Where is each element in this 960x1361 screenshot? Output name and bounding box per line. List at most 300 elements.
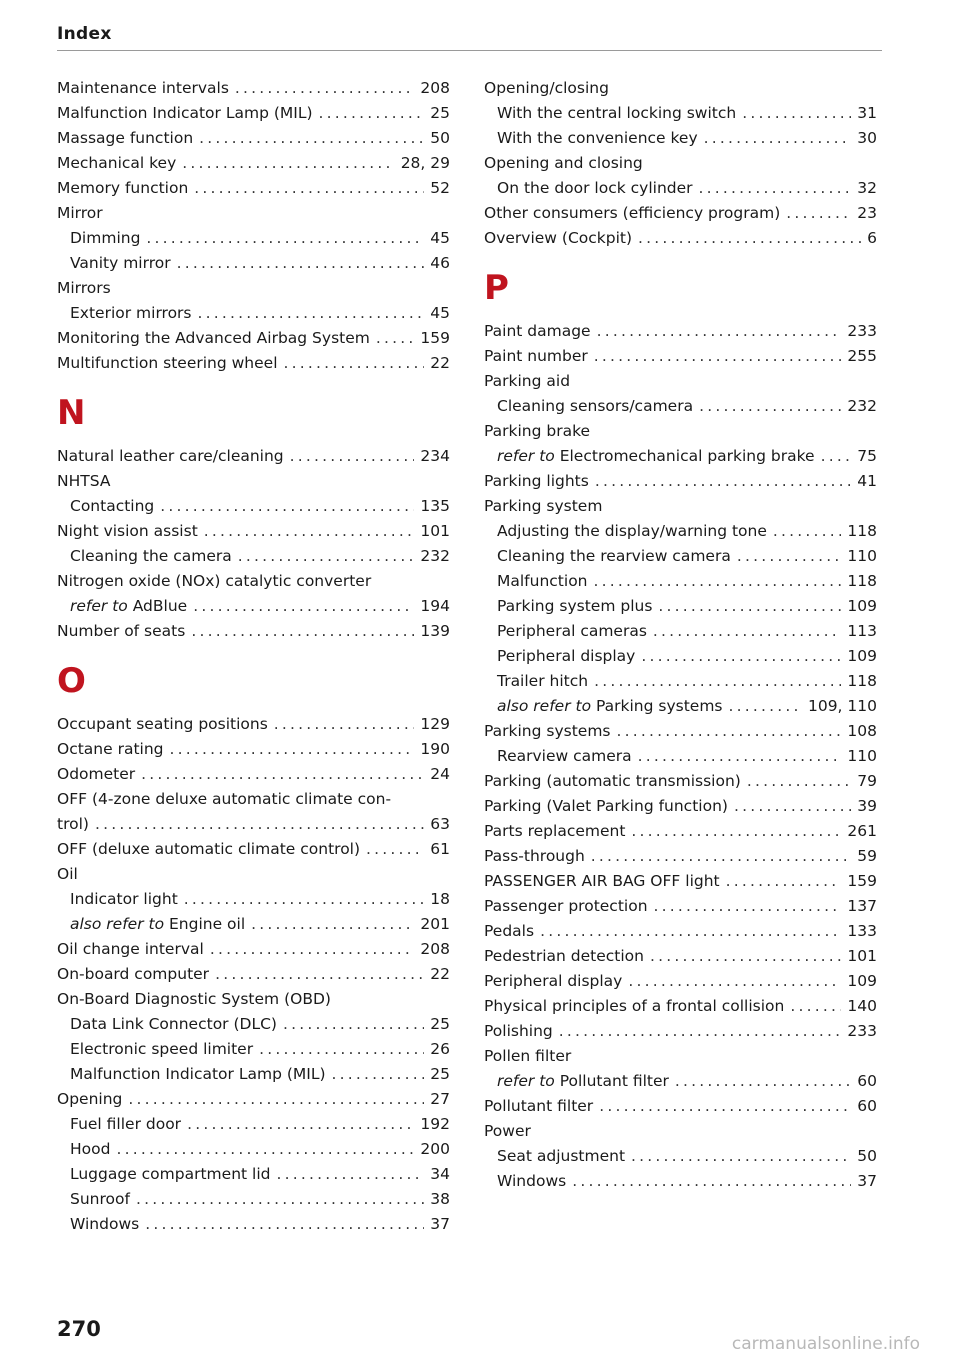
- entry-text: Opening and closing: [484, 154, 643, 172]
- entry-term: [57, 737, 164, 762]
- page-ref: 63: [430, 815, 450, 833]
- entry-text: Oil change interval: [57, 940, 204, 958]
- index-subentry: [484, 544, 877, 569]
- dot-leader: [128, 1087, 424, 1112]
- page-ref: 34: [430, 1165, 450, 1183]
- entry-text: Opening/closing: [484, 79, 609, 97]
- dot-leader: [319, 101, 425, 126]
- dot-leader: [734, 794, 851, 819]
- index-entry: [57, 962, 450, 987]
- page-ref: 60: [857, 1072, 877, 1090]
- index-entry: [484, 76, 877, 101]
- page-ref: 255: [847, 347, 877, 365]
- dot-leader: [650, 944, 841, 969]
- entry-text: Parking lights: [484, 472, 589, 490]
- entry-term: [70, 544, 232, 569]
- entry-term: [57, 519, 198, 544]
- index-entry: [57, 469, 450, 494]
- page-ref: 31: [857, 104, 877, 122]
- entry-term: [497, 519, 767, 544]
- page-ref: 50: [857, 1147, 877, 1165]
- entry-term: [497, 394, 693, 419]
- index-entry: [57, 326, 450, 351]
- entry-term: [70, 1112, 181, 1137]
- dot-leader: [790, 994, 841, 1019]
- page-ref: 190: [420, 740, 450, 758]
- dot-leader: [594, 344, 842, 369]
- dot-leader: [654, 894, 842, 919]
- entry-term: [497, 619, 647, 644]
- entry-term: [57, 126, 193, 151]
- page-ref: 133: [847, 922, 877, 940]
- index-entry: [484, 344, 877, 369]
- index-entry: [484, 994, 877, 1019]
- page-ref: 113: [847, 622, 877, 640]
- index-entry: [57, 737, 450, 762]
- index-subentry: [484, 1144, 877, 1169]
- dot-leader: [177, 251, 425, 276]
- entry-term: [57, 962, 209, 987]
- entry-term: [70, 912, 245, 937]
- index-entry: [57, 937, 450, 962]
- page-ref: 45: [430, 229, 450, 247]
- entry-term: [497, 1144, 625, 1169]
- page-ref: 60: [857, 1097, 877, 1115]
- index-subentry: [484, 176, 877, 201]
- entry-term: [484, 494, 602, 519]
- entry-text: Occupant seating positions: [57, 715, 268, 733]
- entry-term: [70, 1012, 277, 1037]
- dot-leader: [235, 76, 414, 101]
- entry-text: Hood: [70, 1140, 111, 1158]
- dot-leader: [631, 819, 841, 844]
- index-subentry: [57, 301, 450, 326]
- entry-text: Parking system: [484, 497, 603, 515]
- entry-term: [484, 319, 591, 344]
- entry-text: Rearview camera: [497, 747, 632, 765]
- page-ref: 208: [420, 79, 450, 97]
- dot-leader: [591, 844, 851, 869]
- entry-term: [57, 76, 229, 101]
- page-ref: 201: [420, 915, 450, 933]
- page-ref: 61: [430, 840, 450, 858]
- entry-text: Maintenance intervals: [57, 79, 229, 97]
- index-entry: [57, 351, 450, 376]
- index-entry: [57, 201, 450, 226]
- entry-text: Parking systems: [484, 722, 611, 740]
- dot-leader: [737, 544, 842, 569]
- index-subentry: [57, 544, 450, 569]
- page-ref: 261: [847, 822, 877, 840]
- index-entry: [484, 201, 877, 226]
- entry-text: Parking systems: [596, 697, 723, 715]
- dot-leader: [540, 919, 841, 944]
- page-ref: 200: [420, 1140, 450, 1158]
- entry-text: Contacting: [70, 497, 155, 515]
- index-subentry: [57, 1137, 450, 1162]
- dot-leader: [597, 319, 842, 344]
- entry-text: NHTSA: [57, 472, 111, 490]
- index-entry: [57, 712, 450, 737]
- page-header: Index: [57, 24, 112, 44]
- index-entry: [484, 919, 877, 944]
- entry-text: Mirror: [57, 204, 103, 222]
- page-ref: 59: [857, 847, 877, 865]
- dot-leader: [773, 519, 842, 544]
- page-ref: 26: [430, 1040, 450, 1058]
- entry-term: [70, 1162, 270, 1187]
- dot-leader: [704, 126, 852, 151]
- entry-text: Cleaning the rearview camera: [497, 547, 731, 565]
- entry-term: [57, 762, 135, 787]
- page-ref: 50: [430, 129, 450, 147]
- entry-text: OFF (deluxe automatic climate control): [57, 840, 361, 858]
- dot-leader: [594, 669, 841, 694]
- dot-leader: [283, 1012, 424, 1037]
- entry-term: [70, 226, 140, 251]
- index-subentry: [484, 444, 877, 469]
- index-entry: [57, 126, 450, 151]
- dot-leader: [198, 301, 425, 326]
- index-entry: [484, 1119, 877, 1144]
- page-ref: 109, 110: [807, 697, 877, 715]
- index-subentry: [57, 494, 450, 519]
- page-ref: 118: [847, 522, 877, 540]
- entry-text: Malfunction Indicator Lamp (MIL): [57, 104, 313, 122]
- entry-text: Windows: [497, 1172, 567, 1190]
- entry-text: Cleaning sensors/camera: [497, 397, 694, 415]
- index-entry: [57, 812, 450, 837]
- entry-text: Odometer: [57, 765, 136, 783]
- page-ref: 32: [857, 179, 877, 197]
- dot-leader: [290, 444, 415, 469]
- index-entry: [484, 151, 877, 176]
- entry-term: [57, 712, 268, 737]
- entry-term: [497, 444, 815, 469]
- page-ref: 129: [420, 715, 450, 733]
- dot-leader: [628, 969, 841, 994]
- page-ref: 45: [430, 304, 450, 322]
- dot-leader: [191, 619, 414, 644]
- index-subentry: [484, 744, 877, 769]
- entry-text: Dimming: [70, 229, 141, 247]
- entry-term: [497, 1069, 669, 1094]
- entry-term: [57, 569, 371, 594]
- entry-text: Octane rating: [57, 740, 164, 758]
- page-ref: 140: [847, 997, 877, 1015]
- index-subentry: [484, 569, 877, 594]
- index-entry: [484, 1094, 877, 1119]
- entry-term: [484, 469, 589, 494]
- section-letter: O: [57, 661, 86, 701]
- page-ref: 118: [847, 672, 877, 690]
- dot-leader: [332, 1062, 425, 1087]
- entry-text: Opening: [57, 1090, 123, 1108]
- entry-term: [497, 569, 588, 594]
- page-ref: 101: [420, 522, 450, 540]
- page-ref: 25: [430, 1015, 450, 1033]
- entry-text: Other consumers (efficiency program): [484, 204, 781, 222]
- dot-leader: [276, 1162, 424, 1187]
- page-ref: 208: [420, 940, 450, 958]
- entry-text: Trailer hitch: [497, 672, 589, 690]
- entry-term: [497, 176, 693, 201]
- entry-text: On the door lock cylinder: [497, 179, 693, 197]
- entry-term: [70, 1212, 139, 1237]
- entry-text: Adjusting the display/warning tone: [497, 522, 767, 540]
- entry-term: [70, 494, 154, 519]
- index-subentry: [57, 1062, 450, 1087]
- entry-text: Indicator light: [70, 890, 178, 908]
- entry-text: Paint damage: [484, 322, 591, 340]
- dot-leader: [160, 494, 414, 519]
- dot-leader: [184, 887, 424, 912]
- entry-text: Vanity mirror: [70, 254, 171, 272]
- dot-leader: [259, 1037, 424, 1062]
- page-ref: 75: [857, 447, 877, 465]
- page-ref: 159: [420, 329, 450, 347]
- page-ref: 30: [857, 129, 877, 147]
- index-entry: [484, 469, 877, 494]
- index-entry: [57, 619, 450, 644]
- entry-text: Seat adjustment: [497, 1147, 626, 1165]
- index-entry: [484, 369, 877, 394]
- dot-leader: [145, 1212, 424, 1237]
- entry-text: Electromechanical parking brake: [559, 447, 815, 465]
- entry-text: Massage function: [57, 129, 194, 147]
- dot-leader: [742, 101, 851, 126]
- dot-leader: [194, 176, 424, 201]
- page-ref: 23: [857, 204, 877, 222]
- dot-leader: [559, 1019, 842, 1044]
- dot-leader: [170, 737, 415, 762]
- entry-term: [57, 101, 313, 126]
- entry-term: [484, 201, 780, 226]
- entry-term: [497, 669, 588, 694]
- dot-leader: [215, 962, 424, 987]
- page-ref: 24: [430, 765, 450, 783]
- page-ref: 22: [430, 965, 450, 983]
- dot-leader: [95, 812, 424, 837]
- entry-text: Electronic speed limiter: [70, 1040, 254, 1058]
- dot-leader: [617, 719, 842, 744]
- entry-text: Pass-through: [484, 847, 585, 865]
- entry-text: Mechanical key: [57, 154, 177, 172]
- index-entry: [57, 787, 450, 812]
- entry-text: PASSENGER AIR BAG OFF light: [484, 872, 720, 890]
- entry-text: On-Board Diagnostic System (OBD): [57, 990, 331, 1008]
- entry-text: trol): [57, 815, 89, 833]
- index-column-left: [57, 76, 450, 1237]
- entry-term: [484, 894, 648, 919]
- index-subentry: [57, 1212, 450, 1237]
- entry-text: Passenger protection: [484, 897, 648, 915]
- page-ref: 39: [857, 797, 877, 815]
- entry-text: Parts replacement: [484, 822, 626, 840]
- page-ref: 232: [847, 397, 877, 415]
- entry-reference: also refer to: [70, 915, 165, 933]
- entry-text: Luggage compartment lid: [70, 1165, 271, 1183]
- dot-leader: [136, 1187, 424, 1212]
- index-entry: [484, 819, 877, 844]
- dot-leader: [274, 712, 415, 737]
- page-ref: 22: [430, 354, 450, 372]
- entry-term: [57, 326, 370, 351]
- entry-reference: also refer to: [497, 697, 592, 715]
- index-entry: [57, 1087, 450, 1112]
- page-ref: 194: [420, 597, 450, 615]
- entry-term: [57, 987, 331, 1012]
- entry-term: [484, 844, 585, 869]
- index-entry: [484, 794, 877, 819]
- entry-text: Malfunction: [497, 572, 588, 590]
- entry-term: [57, 151, 176, 176]
- dot-leader: [641, 644, 841, 669]
- dot-leader: [182, 151, 394, 176]
- entry-text: Sunroof: [70, 1190, 130, 1208]
- entry-term: [70, 1187, 130, 1212]
- entry-text: Cleaning the camera: [70, 547, 232, 565]
- entry-text: Polishing: [484, 1022, 553, 1040]
- page-ref: 28, 29: [400, 154, 450, 172]
- index-entry: [57, 176, 450, 201]
- index-subentry: [484, 694, 877, 719]
- entry-term: [484, 869, 720, 894]
- index-entry: [484, 769, 877, 794]
- entry-text: Peripheral display: [484, 972, 623, 990]
- page-ref: 192: [420, 1115, 450, 1133]
- watermark: carmanualsonline.info: [731, 1334, 920, 1354]
- page-ref: 37: [430, 1215, 450, 1233]
- entry-term: [497, 544, 731, 569]
- index-entry: [484, 419, 877, 444]
- entry-text: With the central locking switch: [497, 104, 737, 122]
- index-entry: [484, 844, 877, 869]
- entry-text: Parking brake: [484, 422, 591, 440]
- index-entry: [57, 151, 450, 176]
- index-subentry: [484, 619, 877, 644]
- dot-leader: [210, 937, 415, 962]
- dot-leader: [658, 594, 841, 619]
- page-ref: 37: [857, 1172, 877, 1190]
- index-subentry: [57, 887, 450, 912]
- page-ref: 137: [847, 897, 877, 915]
- page-ref: 109: [847, 597, 877, 615]
- entry-term: [57, 837, 360, 862]
- dot-leader: [572, 1169, 851, 1194]
- entry-reference: refer to: [70, 597, 128, 615]
- entry-term: [484, 226, 632, 251]
- page-ref: 234: [420, 447, 450, 465]
- dot-leader: [638, 744, 842, 769]
- entry-text: Pollutant filter: [484, 1097, 594, 1115]
- entry-text: Parking system plus: [497, 597, 653, 615]
- entry-term: [70, 251, 171, 276]
- entry-reference: refer to: [497, 447, 555, 465]
- entry-term: [497, 744, 632, 769]
- header-rule: [57, 50, 882, 51]
- page-ref: 79: [857, 772, 877, 790]
- dot-leader: [729, 694, 802, 719]
- index-subentry: [57, 594, 450, 619]
- entry-text: Multifunction steering wheel: [57, 354, 278, 372]
- index-entry: [484, 969, 877, 994]
- dot-leader: [821, 444, 852, 469]
- entry-term: [484, 151, 643, 176]
- dot-leader: [747, 769, 851, 794]
- index-entry: [57, 444, 450, 469]
- index-subentry: [484, 644, 877, 669]
- entry-term: [57, 276, 111, 301]
- entry-term: [497, 1169, 566, 1194]
- index-subentry: [484, 669, 877, 694]
- entry-term: [57, 862, 78, 887]
- index-entry: [57, 987, 450, 1012]
- dot-leader: [699, 176, 852, 201]
- entry-text: AdBlue: [132, 597, 188, 615]
- page-ref: 110: [847, 747, 877, 765]
- entry-text: Pedals: [484, 922, 535, 940]
- entry-text: Monitoring the Advanced Airbag System: [57, 329, 370, 347]
- entry-text: Parking aid: [484, 372, 571, 390]
- index-subentry: [57, 251, 450, 276]
- entry-term: [484, 1019, 553, 1044]
- entry-text: Parking (automatic transmission): [484, 772, 741, 790]
- page-ref: 135: [420, 497, 450, 515]
- entry-term: [484, 919, 534, 944]
- index-entry: [57, 569, 450, 594]
- entry-term: [484, 969, 622, 994]
- entry-term: [484, 76, 609, 101]
- entry-term: [70, 1137, 110, 1162]
- index-entry: [57, 837, 450, 862]
- dot-leader: [204, 519, 415, 544]
- page-ref: 52: [430, 179, 450, 197]
- dot-leader: [653, 619, 841, 644]
- page-ref: 38: [430, 1190, 450, 1208]
- page-ref: 109: [847, 647, 877, 665]
- entry-term: [497, 126, 698, 151]
- entry-text: Pollutant filter: [559, 1072, 669, 1090]
- entry-term: [70, 301, 192, 326]
- page-ref: 232: [420, 547, 450, 565]
- entry-text: Natural leather care/cleaning: [57, 447, 284, 465]
- page-ref: 46: [430, 254, 450, 272]
- index-subentry: [57, 1187, 450, 1212]
- dot-leader: [599, 1094, 851, 1119]
- index-subentry: [484, 1169, 877, 1194]
- index-entry: [57, 519, 450, 544]
- page-ref: 159: [847, 872, 877, 890]
- entry-text: Pedestrian detection: [484, 947, 644, 965]
- entry-term: [484, 719, 611, 744]
- index-entry: [484, 869, 877, 894]
- index-entry: [484, 494, 877, 519]
- entry-term: [497, 594, 652, 619]
- index-entry: [57, 862, 450, 887]
- entry-term: [70, 1037, 253, 1062]
- index-entry: [484, 226, 877, 251]
- index-subentry: [57, 912, 450, 937]
- dot-leader: [146, 226, 424, 251]
- page-ref: 18: [430, 890, 450, 908]
- page-ref: 6: [867, 229, 877, 247]
- page-ref: 101: [847, 947, 877, 965]
- entry-term: [57, 201, 103, 226]
- index-subentry: [484, 101, 877, 126]
- entry-term: [484, 1094, 593, 1119]
- page-ref: 25: [430, 104, 450, 122]
